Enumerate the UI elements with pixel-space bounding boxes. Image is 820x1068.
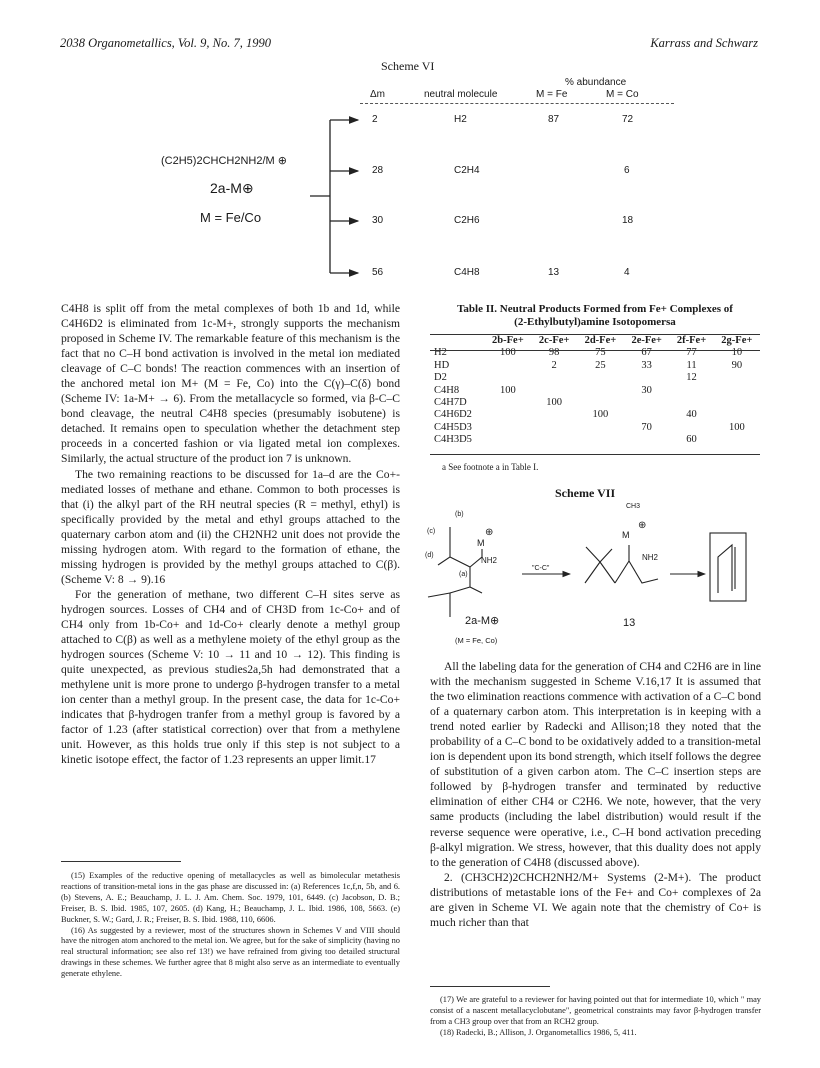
header-cell: 2d-Fe+ bbox=[584, 335, 617, 346]
scheme6-col-co: M = Co bbox=[606, 89, 639, 100]
table2-footnote: a See footnote a in Table I. bbox=[442, 462, 539, 472]
table-cell: 77 bbox=[686, 347, 697, 359]
table-cell bbox=[531, 422, 577, 434]
table-cell bbox=[484, 372, 531, 384]
row-label-cell: H2 bbox=[434, 347, 447, 359]
neutral-value: C2H6 bbox=[454, 215, 480, 226]
scheme7-arrow-label: "C-C" bbox=[532, 565, 550, 572]
table2-header-row bbox=[430, 335, 760, 347]
scheme7-ch3: CH3 bbox=[626, 503, 641, 510]
table-cell: 90 bbox=[731, 359, 743, 371]
dm-value: 30 bbox=[372, 215, 384, 226]
table-cell: 30 bbox=[641, 384, 652, 396]
table-cell bbox=[577, 372, 624, 384]
fe-value: 13 bbox=[548, 267, 560, 278]
table-cell: 100 bbox=[728, 421, 745, 433]
table-row bbox=[430, 422, 760, 434]
paragraph: 2. (CH3CH2)2CHCH2NH2/M+ Systems (2-M+). The product distributions of metastable ions of the Fe+ and Co+ complexes of 2a are given in Scheme VI. We again note that the chemistry of Co+ is much richer than that bbox=[430, 870, 761, 929]
scheme6-abundance-label: % abundance bbox=[565, 77, 627, 88]
table-cell bbox=[531, 409, 577, 421]
table-row bbox=[430, 434, 760, 446]
header-cell: 2g-Fe+ bbox=[721, 335, 753, 346]
table-cell bbox=[577, 434, 624, 446]
fe-value: 87 bbox=[548, 114, 560, 125]
row-label-cell: C4H8 bbox=[434, 384, 460, 396]
table-cell bbox=[484, 422, 531, 434]
table-cell bbox=[669, 397, 713, 409]
table-cell: 100 bbox=[500, 384, 516, 396]
left-footnotes bbox=[61, 871, 400, 980]
scheme7-metal-2: M bbox=[622, 530, 630, 540]
left-column-body bbox=[61, 301, 400, 767]
table-cell: 75 bbox=[595, 347, 606, 359]
table-row bbox=[430, 385, 760, 397]
co-value: 4 bbox=[624, 267, 630, 278]
table-cell: 100 bbox=[546, 397, 563, 409]
table-cell bbox=[669, 385, 713, 397]
neutral-value: H2 bbox=[454, 114, 467, 125]
table2-caption-line: (2-Ethylbutyl)amine Isotopomersa bbox=[514, 316, 676, 328]
table-cell: 2 bbox=[551, 359, 557, 371]
scheme6-col-neutral: neutral molecule bbox=[424, 89, 498, 100]
table-cell bbox=[577, 385, 624, 397]
row-label-cell: C4H7D bbox=[434, 397, 467, 409]
table-cell bbox=[531, 385, 577, 397]
scheme6-title: Scheme VI bbox=[381, 59, 435, 73]
scheme6-branch-arrows bbox=[310, 108, 370, 280]
table-cell bbox=[714, 397, 760, 409]
table-cell bbox=[714, 385, 760, 397]
table-cell bbox=[714, 372, 760, 384]
neutral-value: C4H8 bbox=[454, 267, 480, 278]
running-header-left: 2038 Organometallics, Vol. 9, No. 7, 1990 bbox=[60, 36, 271, 50]
table2-bottom-rule bbox=[430, 454, 760, 455]
table2-header-rule bbox=[430, 350, 760, 351]
table-row bbox=[430, 409, 760, 421]
table-cell bbox=[484, 434, 531, 446]
scheme6-reactant-label: 2a-M⊕ bbox=[210, 180, 254, 196]
table2 bbox=[430, 335, 760, 447]
scheme7-label-2a: 2a-M⊕ bbox=[465, 615, 500, 627]
scheme6-metal-label: M = Fe/Co bbox=[200, 210, 262, 225]
header-cell: 2f-Fe+ bbox=[676, 335, 707, 346]
footnote: (16) As suggested by a reviewer, most of the structures shown in Schemes V and VIII should have the nitrogen atom anchored to the metal ion. We agree, but for the sake of simplicity (having no real structural information; see also ref 13!) we have refrained from giving too detailed structural drawings in these schemes. We further agree that 8 might also serve as an intermediate to eventually generate ethylene. bbox=[61, 925, 400, 979]
scheme7-metal-1: M bbox=[477, 538, 485, 548]
paragraph: C4H8 is split off from the metal complexes of both 1b and 1d, while C4H6D2 is eliminated from 1c-M+, strongly supports the mechanism proposed in Scheme IV. The remarkable feature of this mechanism is the fact that no C–H bond activation is involved in the metal ion mediated cleavage of C–C bonds! The reaction commences with an insertion of the anchored metal ion M+ (M = Fe, Co) into the C(γ)–C(δ) bond (Scheme IV: 1a-M+ → 6). From the metallacycle so formed, via β-C–C bond cleavage, the neutral C4H8 species (presumably isobutene) is detached. It remains open to speculation whether the detachment step proceeds in a concerted fashion or via ligated metal ion complexes. Similarly, the actual structure of the product ion 7 is unknown. bbox=[61, 302, 400, 466]
table-cell bbox=[714, 434, 760, 446]
scheme6-col-fe: M = Fe bbox=[536, 89, 568, 100]
scheme6-reactant-formula: (C2H5)2CHCH2NH2/M ⊕ bbox=[161, 155, 287, 167]
scheme7-site-c: (c) bbox=[427, 528, 436, 535]
running-header-right: Karrass and Schwarz bbox=[650, 36, 758, 50]
scheme7-label-2a-sub: (M = Fe, Co) bbox=[455, 636, 498, 645]
paragraph: For the generation of methane, two different C–H sites serve as hydrogen sources. Losses of CH4 and of CH3D from 1c-Co+ and of CH4 only from 1b-Co+ and 1d-Co+ clearly denote a methyl group attached to C(β) as well as a methylene moiety of the ethyl group as the hydrogen sources (Scheme V: 10 → 11 and 10 → 12). This finding is quite unexpected, as previous studies2a,5h had demonstrated that a methylene unit is more prone to undergo β-hydrogen transfer to a metal ion center than a methyl group. In the present case, the data for 1c-Co+ indicates that β-hydrogen tranfer from a methyl group is favored by a factor of 1.23 (after statistical correction) over that from a methylene unit. However, as this holds true only if this step is not subject to a kinetic isotope effect, the factor of 1.23 represents an upper limit.17 bbox=[61, 587, 400, 767]
footnote-rule bbox=[61, 861, 181, 862]
table2-caption-line: Table II. Neutral Products Formed from Fe+ Complexes of bbox=[457, 303, 733, 315]
footnote: (17) We are grateful to a reviewer for having pointed out that for intermediate 10, which " may consist of a nascent metallacyclobutane", geometrical constraints may favor β-hydrogen transfer from a CH3 group over that from an RCH2 group. bbox=[430, 995, 761, 1026]
scheme7-nh2-2: NH2 bbox=[642, 553, 659, 562]
charge-icon: ⊕ bbox=[485, 527, 494, 538]
scheme6-header-rule bbox=[360, 103, 674, 104]
table-cell bbox=[577, 422, 624, 434]
scheme7-label-13: 13 bbox=[623, 617, 636, 629]
table-cell bbox=[624, 409, 670, 421]
table-cell bbox=[624, 372, 670, 384]
footnote-rule bbox=[430, 986, 550, 987]
table-cell bbox=[714, 409, 760, 421]
table-cell: 67 bbox=[641, 347, 652, 359]
table-cell bbox=[484, 409, 531, 421]
table-cell: 11 bbox=[686, 359, 697, 371]
table-cell: 40 bbox=[686, 409, 697, 421]
right-footnotes bbox=[430, 995, 761, 1039]
table-cell: 60 bbox=[686, 434, 697, 446]
table-cell: 100 bbox=[592, 409, 609, 421]
table-cell bbox=[484, 360, 531, 372]
footnote: (18) Radecki, B.; Allison, J. Organometallics 1986, 5, 411. bbox=[440, 1027, 637, 1037]
header-cell: 2b-Fe+ bbox=[492, 335, 524, 346]
table-row bbox=[430, 397, 760, 409]
scheme7-site-a: (a) bbox=[459, 571, 468, 578]
table-cell: 98 bbox=[548, 347, 560, 359]
table-row bbox=[430, 372, 760, 384]
scheme7-nh2-1: NH2 bbox=[481, 556, 498, 565]
scheme7-site-d: (d) bbox=[425, 552, 434, 559]
table-cell bbox=[624, 434, 670, 446]
row-label-cell: D2 bbox=[434, 372, 447, 384]
row-label-cell: C4H6D2 bbox=[434, 409, 472, 421]
co-value: 18 bbox=[622, 215, 634, 226]
header-cell: 2e-Fe+ bbox=[631, 335, 662, 346]
table-cell: 70 bbox=[641, 421, 652, 433]
charge-icon: ⊕ bbox=[638, 520, 647, 531]
table-row bbox=[430, 360, 760, 372]
dm-value: 56 bbox=[372, 267, 384, 278]
dm-value: 2 bbox=[372, 114, 378, 125]
table-cell: 33 bbox=[641, 359, 652, 371]
table-cell: 12 bbox=[686, 372, 697, 384]
co-value: 72 bbox=[622, 114, 634, 125]
row-label-cell: HD bbox=[434, 359, 450, 371]
table-cell bbox=[531, 434, 577, 446]
table-cell bbox=[484, 397, 531, 409]
neutral-value: C2H4 bbox=[454, 165, 480, 176]
table-cell: 10 bbox=[731, 347, 743, 359]
table-cell bbox=[577, 397, 624, 409]
header-cell: 2c-Fe+ bbox=[538, 335, 570, 346]
scheme7-title: Scheme VII bbox=[555, 486, 616, 500]
paragraph: All the labeling data for the generation of CH4 and C2H6 are in line with the mechanism suggested in Scheme V.16,17 It is assumed that the two elimination reactions commence with activation of a C–C bond of a quaternary carbon atom. This interpretation is in keeping with a trend noted earlier by Radecki and Allison;18 they noted that the probability of a C–C bond to be oxidatively added to a transition-metal ion is dependent upon its bond strength, which itself follows the degree of substitution of a given carbon atom. The C–C insertion steps are followed by β-hydrogen transfer and terminated by reductive elimination of either CH4 or C2H6. We note, however, that the very same products (including the label distribution) would result if the reverse sequence were operative, i.e., C–H bond activation preceding β-alkyl migration. We stress, however, that this duality does not apply to the generation of C4H8 (discussed above). bbox=[430, 660, 762, 869]
row-label-cell: C4H3D5 bbox=[434, 434, 472, 446]
table-cell bbox=[624, 397, 670, 409]
co-value: 6 bbox=[624, 165, 630, 176]
row-label-cell: C4H5D3 bbox=[434, 421, 472, 433]
table-cell: 100 bbox=[500, 347, 516, 359]
right-column-body bbox=[430, 659, 761, 930]
paragraph: The two remaining reactions to be discussed for 1a–d are the Co+-mediated losses of methane and ethane. Common to both processes is that (i) the alkyl part of the RH neutral species (R = methyl, ethyl) is specifically provided by the metal and ethyl groups attached to the quaternary carbon atom and (ii) the CH2NH2 unit does not provide the missing hydrogen atom. With regard to the formation of ethane, the missing hydrogen is provided by the methyl groups attached to C(β). (Scheme V: 8 → 9).16 bbox=[61, 467, 400, 586]
table-cell bbox=[669, 422, 713, 434]
table-cell: 25 bbox=[595, 359, 606, 371]
table-cell bbox=[531, 372, 577, 384]
dm-value: 28 bbox=[372, 165, 384, 176]
footnote: (15) Examples of the reductive opening of metallacycles as well as bimolecular metathesis reactions of transition-metal ions in the gas phase are discussed in: (a) References 1c,f,n, 5b, and 6. (b) Stevens, A. E.; Beauchamp, J. L. J. Am. Chem. Soc. 1979, 101, 6449. (c) Jacobson, D. B.; Freiser, B. S. Ibid. 1985, 107, 2605. (d) Kang, H.; Beauchamp, J. L. Ibid. 1986, 108, 5663. (e) Buckner, S. W.; Gard, J. R.; Freiser, B. S. Ibid. 1988, 110, 6606. bbox=[61, 871, 400, 924]
scheme7-site-b: (b) bbox=[455, 511, 464, 518]
table2-caption bbox=[430, 303, 760, 329]
scheme6-col-dm: Δm bbox=[370, 89, 386, 100]
header-cell bbox=[430, 335, 484, 347]
